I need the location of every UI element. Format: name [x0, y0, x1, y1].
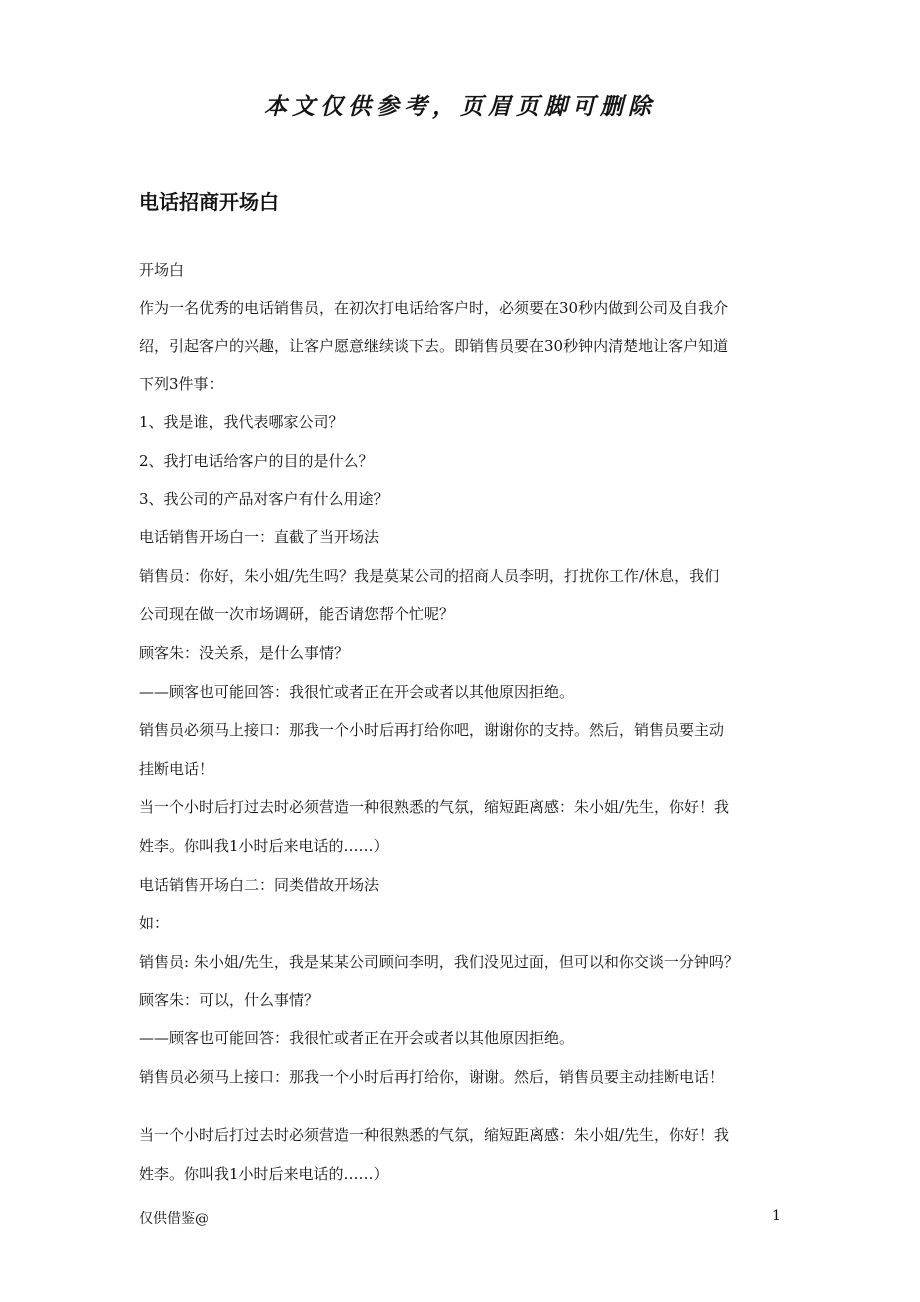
paragraph-line: 公司现在做一次市场调研，能否请您帮个忙呢？	[139, 605, 455, 623]
paragraph-line: 顾客朱：可以，什么事情？	[139, 991, 320, 1009]
paragraph-line: 当一个小时后打过去时必须营造一种很熟悉的气氛，缩短距离感：朱小姐/先生，你好！我	[139, 798, 730, 816]
paragraph-line: 作为一名优秀的电话销售员，在初次打电话给客户时，必须要在30秒内做到公司及自我介	[139, 299, 729, 317]
section-heading: 电话销售开场白二：同类借故开场法	[139, 876, 380, 894]
paragraph-line: 挂断电话！	[139, 760, 215, 778]
paragraph-line: 销售员: 朱小姐/先生，我是某某公司顾问李明，我们没见过面，但可以和你交谈一分钟吗？	[139, 953, 739, 971]
list-item: 1、我是谁，我代表哪家公司？	[139, 413, 344, 431]
paragraph-line: 顾客朱：没关系，是什么事情？	[139, 644, 350, 662]
list-item: 2、我打电话给客户的目的是什么？	[139, 452, 374, 470]
paragraph-line: 开场白	[139, 261, 185, 279]
paragraph-line: 销售员必须马上接口：那我一个小时后再打给你，谢谢。然后，销售员要主动挂断电话！	[139, 1068, 725, 1086]
footer-note: 仅供借鉴@	[139, 1211, 209, 1227]
section-heading: 电话销售开场白一：直截了当开场法	[139, 528, 380, 546]
paragraph-line: 如：	[139, 914, 170, 932]
document-title: 电话招商开场白	[139, 190, 279, 214]
paragraph-line: 销售员：你好，朱小姐/先生吗？我是莫某公司的招商人员李明，打扰你工作/休息，我们	[139, 567, 720, 585]
header-watermark: 本文仅供参考，页眉页脚可删除	[264, 94, 656, 120]
paragraph-line: 下列3件事：	[139, 375, 224, 393]
paragraph-line: 销售员必须马上接口：那我一个小时后再打给你吧，谢谢你的支持。然后，销售员要主动	[139, 721, 725, 739]
list-item: 3、我公司的产品对客户有什么用途？	[139, 490, 389, 508]
page-number: 1	[772, 1208, 781, 1224]
paragraph-line: 姓李。你叫我1小时后来电话的……）	[139, 1165, 389, 1183]
paragraph-line: ——顾客也可能回答：我很忙或者正在开会或者以其他原因拒绝。	[139, 1029, 575, 1047]
paragraph-line: ——顾客也可能回答：我很忙或者正在开会或者以其他原因拒绝。	[139, 683, 575, 701]
paragraph-line: 姓李。你叫我1小时后来电话的……）	[139, 837, 389, 855]
paragraph-line: 当一个小时后打过去时必须营造一种很熟悉的气氛，缩短距离感：朱小姐/先生，你好！我	[139, 1126, 730, 1144]
paragraph-line: 绍，引起客户的兴趣，让客户愿意继续谈下去。即销售员要在30秒钟内清楚地让客户知道	[139, 337, 729, 355]
